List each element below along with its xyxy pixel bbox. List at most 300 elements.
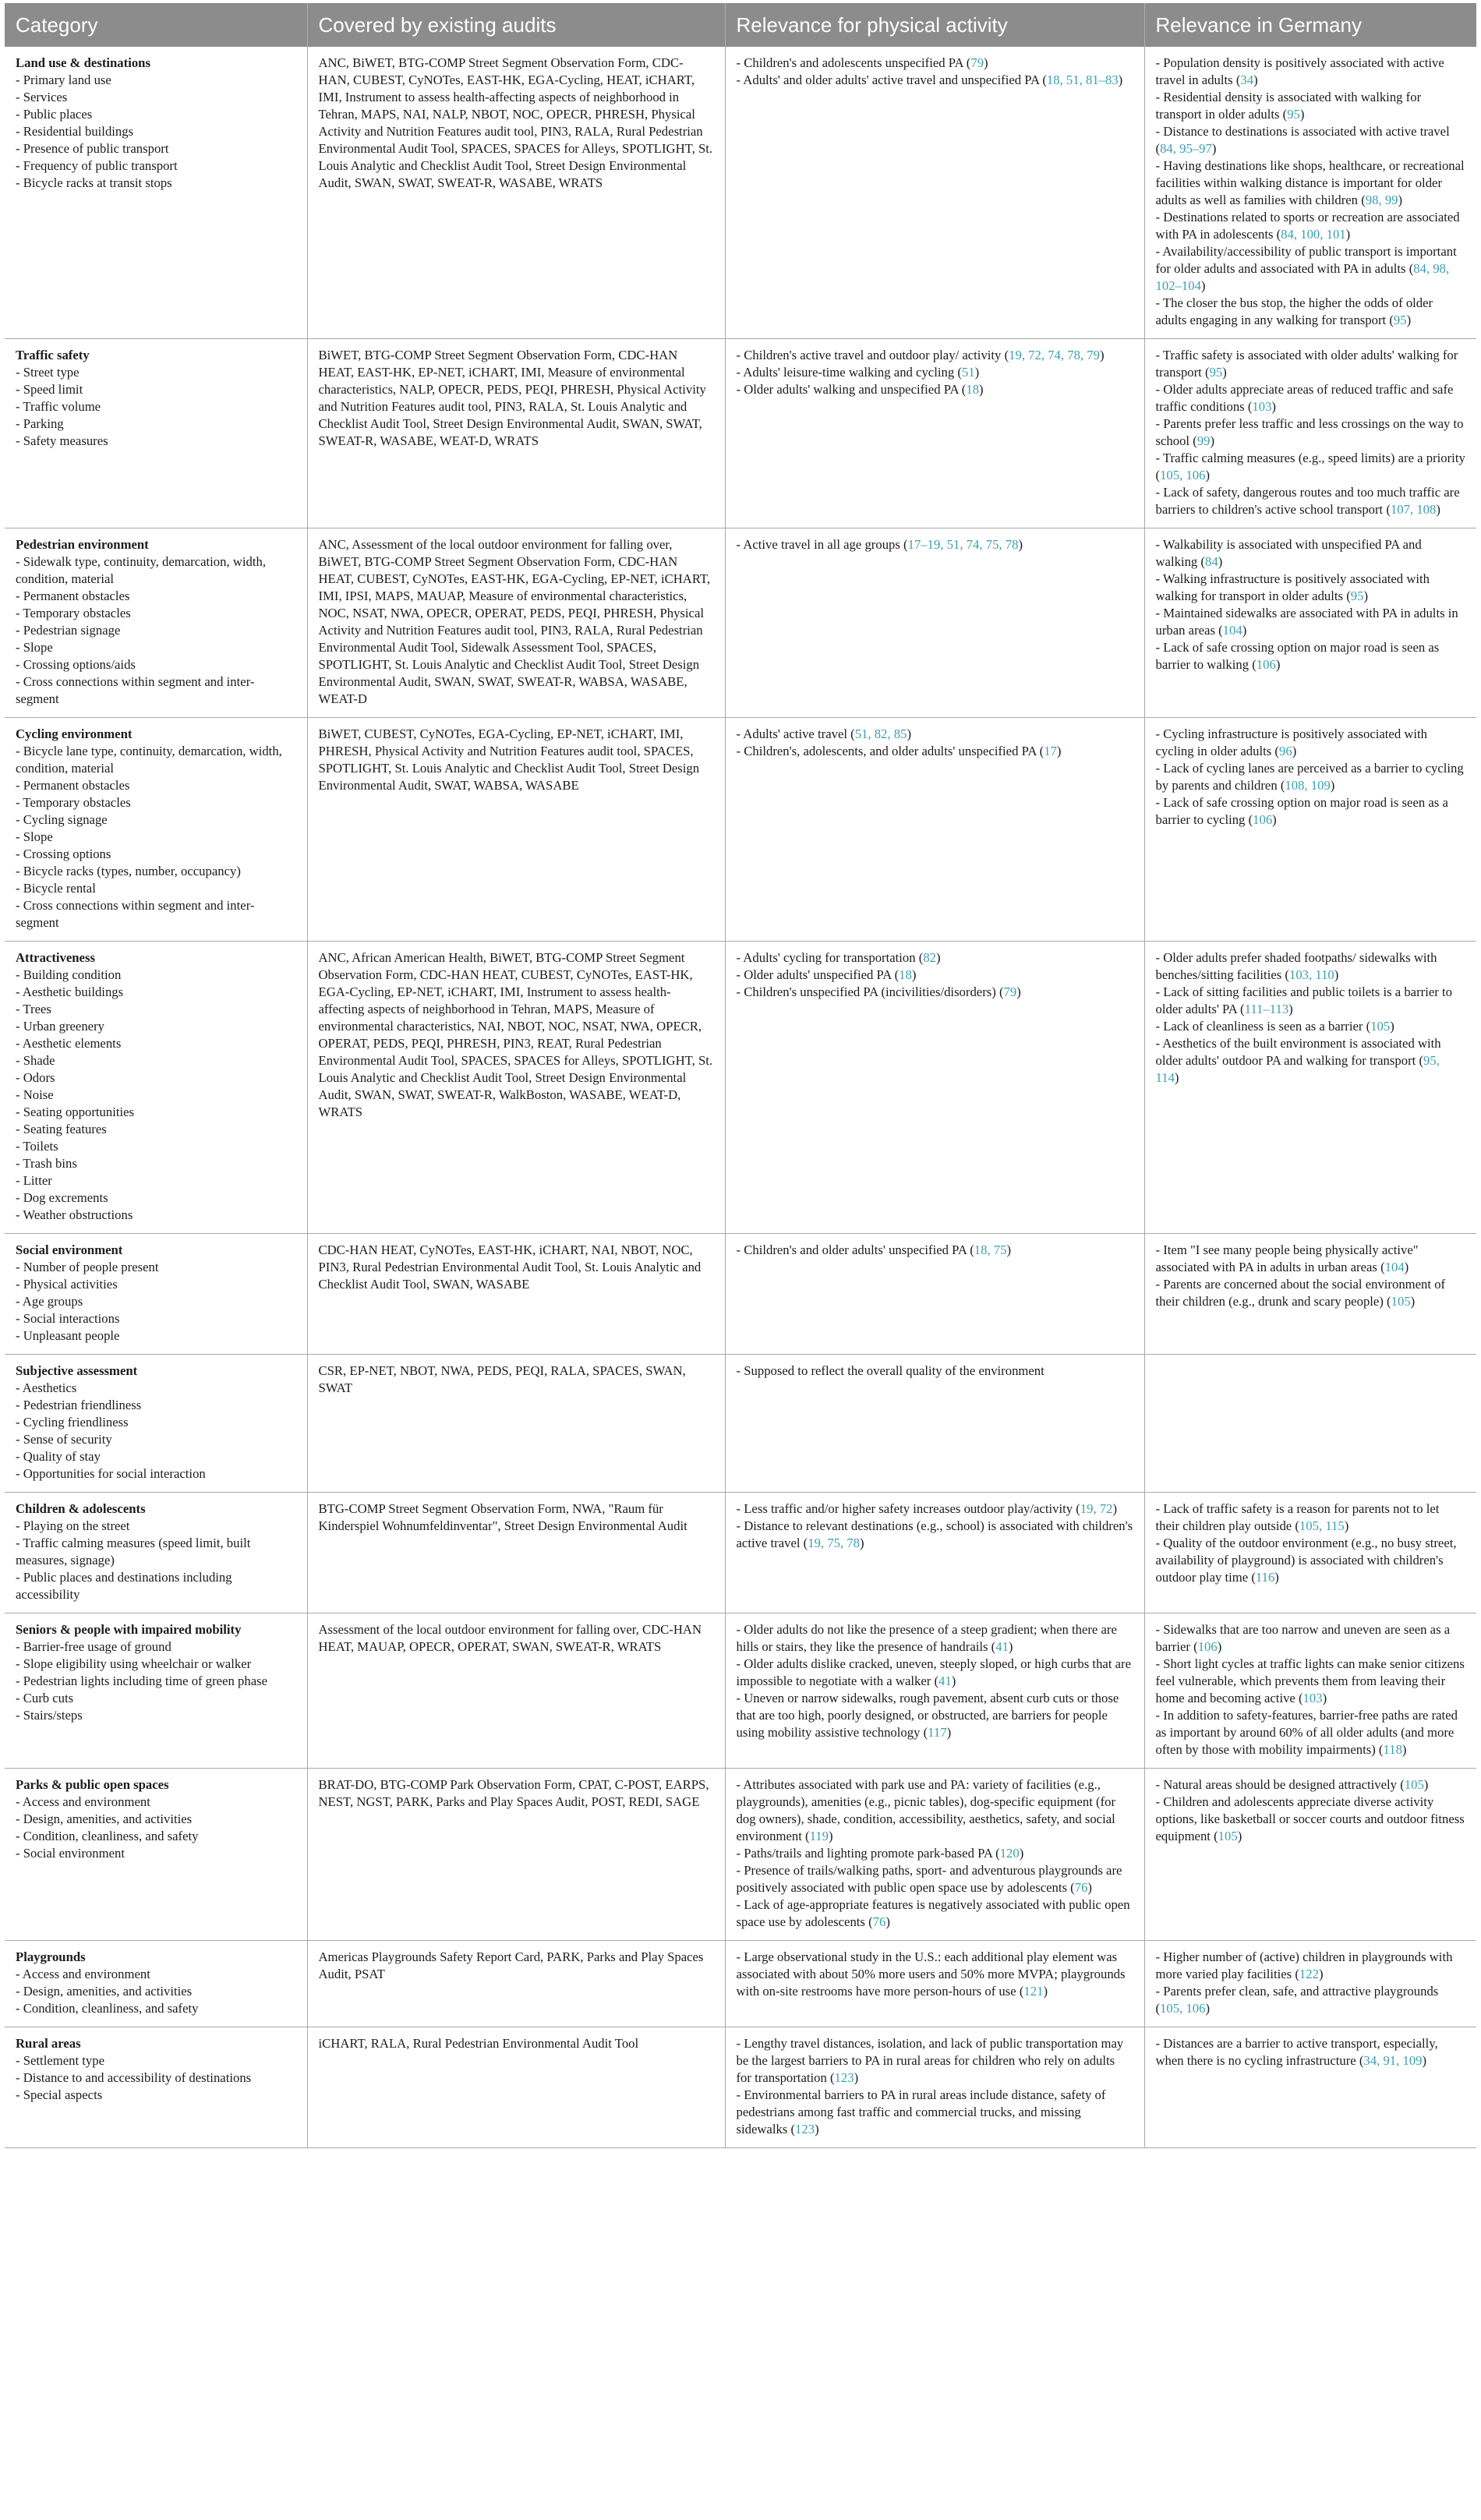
reference-link[interactable]: 51, 82, 85 <box>854 726 907 741</box>
de-item <box>1156 157 1466 209</box>
de-text: - Aesthetics of the built environment is associated with older adults' outdoor PA and walking for transport ( <box>1155 1036 1441 1068</box>
de-text-end: ) <box>1288 1002 1293 1016</box>
pa-text-end: ) <box>829 1829 833 1843</box>
relevance-pa-cell <box>725 47 1144 339</box>
pa-text: - Children's active travel and outdoor play/ activity ( <box>736 348 1009 362</box>
reference-link[interactable]: 103 <box>1303 1691 1323 1705</box>
de-text: - Parents prefer less traffic and less crossings on the way to school ( <box>1155 416 1464 448</box>
category-title: Social environment <box>16 1242 123 1257</box>
reference-link[interactable]: 105 <box>1370 1019 1391 1034</box>
de-text: - Lack of safe crossing option on major road is seen as a barrier to cycling ( <box>1155 795 1448 827</box>
de-item <box>1156 1535 1466 1586</box>
category-item: - Cross connections within segment and inter-segment <box>16 898 255 930</box>
relevance-germany-cell <box>1144 1941 1476 2027</box>
category-item: - Opportunities for social interaction <box>16 1466 206 1481</box>
reference-link[interactable]: 99 <box>1196 433 1211 448</box>
de-item <box>1156 639 1466 673</box>
category-item: - Crossing options <box>16 846 111 861</box>
category-item: - Trash bins <box>16 1156 77 1171</box>
de-text: - Natural areas should be designed attractively ( <box>1155 1777 1405 1792</box>
reference-link[interactable]: 104 <box>1222 623 1242 638</box>
de-text: - Children and adolescents appreciate diverse activity options, like basketball or soccer courts and outdoor fitness equipment ( <box>1155 1794 1465 1843</box>
category-item: - Temporary obstacles <box>16 606 131 620</box>
category-item: - Pedestrian friendliness <box>16 1398 142 1412</box>
reference-link[interactable]: 123 <box>834 2070 854 2085</box>
pa-text: - Older adults do not like the presence of a steep gradient; when there are hills or stairs, they like the presence of handrails ( <box>736 1622 1117 1654</box>
category-item: - Sidewalk type, continuity, demarcation, width, condition, material <box>16 554 267 586</box>
pa-item <box>737 1621 1133 1656</box>
de-item <box>1156 794 1466 829</box>
category-item: - Design, amenities, and activities <box>16 1984 193 1999</box>
reference-link[interactable]: 105, 106 <box>1160 2001 1206 2016</box>
pa-text: - Supposed to reflect the overall quality of the environment <box>736 1363 1044 1378</box>
de-text: - The closer the bus stop, the higher the odds of older adults engaging in any walking for transport ( <box>1155 295 1433 327</box>
relevance-pa-cell <box>725 1493 1144 1613</box>
category-item: - Pedestrian lights including time of green phase <box>16 1674 268 1688</box>
pa-item <box>737 1500 1133 1518</box>
reference-link[interactable]: 84, 98, 102–104 <box>1155 261 1450 293</box>
pa-text: - Older adults' walking and unspecified PA ( <box>736 382 967 397</box>
reference-link[interactable]: 19, 75, 78 <box>808 1536 860 1550</box>
de-text-end: ) <box>1237 1829 1242 1843</box>
de-text-end: ) <box>1275 657 1281 672</box>
de-item <box>1156 484 1466 518</box>
category-item: - Unpleasant people <box>16 1328 120 1343</box>
reference-link[interactable]: 41 <box>995 1639 1009 1654</box>
table-row <box>5 1941 1476 2027</box>
audits-cell: iCHART, RALA, Rural Pedestrian Environmental Audit Tool <box>307 2027 725 2148</box>
pa-item <box>737 536 1133 553</box>
category-cell <box>5 1493 307 1613</box>
category-item: - Stairs/steps <box>16 1708 83 1723</box>
de-text: - Quality of the outdoor environment (e.g., no busy street, availability of playground) is associated with children's outdoor play time ( <box>1155 1536 1457 1585</box>
category-item: - Access and environment <box>16 1794 150 1809</box>
reference-link[interactable]: 51 <box>961 365 975 380</box>
de-item <box>1156 243 1466 295</box>
relevance-pa-cell <box>725 528 1144 718</box>
reference-link[interactable]: 105, 115 <box>1299 1518 1345 1533</box>
reference-link[interactable]: 123 <box>795 2122 815 2137</box>
de-text: - Cycling infrastructure is positively associated with cycling in older adults ( <box>1155 726 1428 758</box>
de-text-end: ) <box>1211 141 1217 156</box>
category-item: - Trees <box>16 1002 51 1016</box>
category-item: - Design, amenities, and activities <box>16 1811 193 1826</box>
relevance-pa-cell <box>725 1613 1144 1769</box>
pa-text-end: ) <box>1099 348 1105 362</box>
de-item <box>1156 123 1466 157</box>
reference-link[interactable]: 18 <box>966 382 980 397</box>
pa-item <box>737 1690 1133 1741</box>
reference-link[interactable]: 95 <box>1350 588 1364 603</box>
reference-link[interactable]: 95 <box>1209 365 1223 380</box>
de-text-end: ) <box>1422 2053 1427 2068</box>
category-cell <box>5 2027 307 2148</box>
pa-item <box>737 1949 1133 2000</box>
reference-link[interactable]: 76 <box>1074 1880 1088 1895</box>
pa-item <box>737 967 1133 984</box>
table-row <box>5 2027 1476 2148</box>
table-row <box>5 718 1476 942</box>
de-text: - Destinations related to sports or recreation are associated with PA in adolescents ( <box>1155 210 1460 242</box>
category-item: - Cross connections within segment and inter-segment <box>16 674 255 706</box>
relevance-germany-cell <box>1144 942 1476 1234</box>
de-text: - Lack of sitting facilities and public toilets is a barrier to older adults' PA ( <box>1155 984 1452 1016</box>
category-item: - Noise <box>16 1087 54 1102</box>
de-text: - Sidewalks that are too narrow and uneven are seen as a barrier ( <box>1155 1622 1451 1654</box>
pa-text-end: ) <box>1006 1242 1012 1257</box>
category-item: - Safety measures <box>16 433 108 448</box>
category-item: - Pedestrian signage <box>16 623 121 638</box>
pa-item <box>737 1362 1133 1380</box>
reference-link[interactable]: 105, 106 <box>1160 468 1206 482</box>
pa-text-end: ) <box>979 382 984 397</box>
relevance-germany-cell <box>1144 718 1476 942</box>
pa-item <box>737 949 1133 967</box>
reference-link[interactable]: 41 <box>938 1674 952 1688</box>
reference-link[interactable]: 18, 51, 81–83 <box>1046 72 1119 87</box>
pa-text-end: ) <box>1043 1984 1048 1999</box>
de-text: - Item "I see many people being physically active" associated with PA in adults in urban areas ( <box>1155 1242 1419 1274</box>
category-item: - Building condition <box>16 967 122 982</box>
category-item: - Weather obstructions <box>16 1207 133 1222</box>
table-row <box>5 47 1476 339</box>
de-text: - Residential density is associated with walking for transport in older adults ( <box>1155 90 1422 122</box>
reference-link[interactable]: 103 <box>1252 399 1272 414</box>
pa-text: - Children's and older adults' unspecified PA ( <box>736 1242 974 1257</box>
de-text: - Older adults appreciate areas of reduced traffic and safe traffic conditions ( <box>1155 382 1454 414</box>
de-text: - Lack of safety, dangerous routes and too much traffic are barriers to children's active school transport ( <box>1155 485 1460 517</box>
relevance-germany-cell <box>1144 2027 1476 2148</box>
pa-text: - Attributes associated with park use and PA: variety of facilities (e.g., playgrounds), amenities (e.g., picnic tables), dog-specific equipment (for dog owners), shade, condition, accessibility, aesthetics, safety, and social environment ( <box>736 1777 1116 1843</box>
de-item <box>1156 1035 1466 1087</box>
table-row <box>5 1493 1476 1613</box>
reference-link[interactable]: 84, 100, 101 <box>1281 227 1346 242</box>
category-title: Parks & public open spaces <box>16 1777 169 1792</box>
de-item <box>1156 1983 1466 2017</box>
de-text-end: ) <box>1334 967 1339 982</box>
pa-text: - Older adults dislike cracked, uneven, steeply sloped, or high curbs that are impossible to negotiate with a walker ( <box>736 1656 1131 1688</box>
table-body <box>5 47 1476 2148</box>
de-item <box>1156 949 1466 984</box>
category-item: - Number of people present <box>16 1260 159 1274</box>
pa-text: - Children's, adolescents, and older adults' unspecified PA ( <box>736 744 1044 758</box>
pa-text-end: ) <box>885 1914 890 1929</box>
audits-cell: CDC-HAN HEAT, CyNOTes, EAST-HK, iCHART, NAI, NBOT, NOC, PIN3, Rural Pedestrian Environmental Audit Tool, St. Louis Analytic and Checklist Audit Tool, SWAN, WASABE <box>307 1234 725 1355</box>
category-item: - Settlement type <box>16 2053 105 2068</box>
relevance-germany-cell <box>1144 339 1476 528</box>
reference-link[interactable]: 18 <box>899 967 912 982</box>
reference-link[interactable]: 34 <box>1240 72 1254 87</box>
pa-item <box>737 726 1133 743</box>
category-item: - Cycling friendliness <box>16 1415 129 1430</box>
category-item: - Condition, cleanliness, and safety <box>16 1829 199 1843</box>
de-text-end: ) <box>1218 554 1223 569</box>
de-item <box>1156 1794 1466 1845</box>
category-item: - Aesthetics <box>16 1380 77 1395</box>
category-item: - Services <box>16 90 68 104</box>
pa-text-end: ) <box>859 1536 864 1550</box>
category-cell <box>5 1613 307 1769</box>
category-cell <box>5 718 307 942</box>
table-row <box>5 1769 1476 1941</box>
de-text: - Walkability is associated with unspecified PA and walking ( <box>1155 537 1422 569</box>
reference-link[interactable]: 117 <box>928 1725 947 1740</box>
reference-link[interactable]: 105 <box>1391 1294 1411 1309</box>
de-item <box>1156 55 1466 89</box>
de-item <box>1156 1500 1466 1535</box>
de-item <box>1156 295 1466 329</box>
pa-text-end: ) <box>984 55 988 70</box>
category-item: - Traffic calming measures (speed limit, built measures, signage) <box>16 1536 251 1567</box>
reference-link[interactable]: 107, 108 <box>1390 502 1437 517</box>
pa-item <box>737 2087 1133 2138</box>
audits-cell: Assessment of the local outdoor environment for falling over, CDC-HAN HEAT, MAUAP, OPECR, OPERAT, SWAN, SWEAT-R, WRATS <box>307 1613 725 1769</box>
reference-link[interactable]: 106 <box>1253 812 1273 827</box>
reference-link[interactable]: 19, 72, 74, 78, 79 <box>1009 348 1100 362</box>
category-item: - Street type <box>16 365 80 380</box>
de-item <box>1156 381 1466 415</box>
category-item: - Permanent obstacles <box>16 778 130 793</box>
reference-link[interactable]: 18, 75 <box>974 1242 1007 1257</box>
de-item <box>1156 1621 1466 1656</box>
de-item <box>1156 89 1466 123</box>
de-text: - Walking infrastructure is positively associated with walking for transport in older adults ( <box>1155 571 1430 603</box>
category-item: - Bicycle lane type, continuity, demarcation, width, condition, material <box>16 744 282 776</box>
de-item <box>1156 984 1466 1018</box>
reference-link[interactable]: 95 <box>1287 107 1300 122</box>
table-row <box>5 1355 1476 1493</box>
reference-link[interactable]: 76 <box>872 1914 886 1929</box>
category-item: - Speed limit <box>16 382 83 397</box>
relevance-pa-cell <box>725 1769 1144 1941</box>
de-text: - Parents are concerned about the social environment of their children (e.g., drunk and scary people) ( <box>1155 1277 1446 1309</box>
reference-link[interactable]: 95 <box>1393 313 1407 327</box>
pa-text-end: ) <box>854 2070 859 2085</box>
audits-cell: BRAT-DO, BTG-COMP Park Observation Form, CPAT, C-POST, EARPS, NEST, NGST, PARK, Parks and Play Spaces Audit, POST, REDI, SAGE <box>307 1769 725 1941</box>
header-relevance-germany: Relevance in Germany <box>1144 3 1476 47</box>
table-row <box>5 942 1476 1234</box>
category-item: - Distance to and accessibility of destinations <box>16 2070 252 2085</box>
de-text-end: ) <box>1423 1777 1429 1792</box>
pa-text: - Presence of trails/walking paths, sport- and adventurous playgrounds are positively associated with public open space use by adolescents ( <box>736 1863 1122 1895</box>
category-cell <box>5 1769 307 1941</box>
reference-link[interactable]: 96 <box>1279 744 1292 758</box>
de-text-end: ) <box>1210 433 1215 448</box>
pa-text: - Adults' active travel ( <box>736 726 855 741</box>
reference-link[interactable]: 104 <box>1384 1260 1405 1274</box>
reference-link[interactable]: 103, 110 <box>1288 967 1334 982</box>
reference-link[interactable]: 17 <box>1044 744 1057 758</box>
category-item: - Access and environment <box>16 1967 150 1981</box>
category-item: - Dog excrements <box>16 1190 108 1205</box>
category-item: - Traffic volume <box>16 399 101 414</box>
de-text-end: ) <box>1390 1019 1394 1034</box>
pa-item <box>737 381 1133 398</box>
pa-item <box>737 364 1133 381</box>
reference-link[interactable]: 79 <box>1003 984 1017 999</box>
pa-text-end: ) <box>1056 744 1062 758</box>
table-row <box>5 1234 1476 1355</box>
de-text-end: ) <box>1274 1570 1279 1585</box>
category-item: - Crossing options/aids <box>16 657 136 672</box>
de-text: - Traffic safety is associated with older adults' walking for transport ( <box>1155 348 1458 380</box>
reference-link[interactable]: 105 <box>1218 1829 1238 1843</box>
category-item: - Public places <box>16 107 93 122</box>
pa-text-end: ) <box>1016 984 1021 999</box>
relevance-pa-cell <box>725 339 1144 528</box>
relevance-germany-cell <box>1144 1493 1476 1613</box>
category-item: - Temporary obstacles <box>16 795 131 810</box>
reference-link[interactable]: 111–113 <box>1244 1002 1289 1016</box>
reference-link[interactable]: 98, 99 <box>1365 193 1398 207</box>
category-item: - Condition, cleanliness, and safety <box>16 2001 199 2016</box>
de-text-end: ) <box>1271 399 1276 414</box>
category-item: - Permanent obstacles <box>16 588 130 603</box>
category-item: - Playing on the street <box>16 1518 130 1533</box>
reference-link[interactable]: 105 <box>1404 1777 1424 1792</box>
pa-item <box>737 347 1133 364</box>
reference-link[interactable]: 82 <box>923 950 937 965</box>
pa-item <box>737 1845 1133 1862</box>
category-item: - Public places and destinations including accessibility <box>16 1570 232 1602</box>
category-cell <box>5 528 307 718</box>
relevance-germany-cell <box>1144 528 1476 718</box>
category-item: - Residential buildings <box>16 124 134 139</box>
reference-link[interactable]: 34, 91, 109 <box>1363 2053 1423 2068</box>
pa-text: - Adults' leisure-time walking and cycling ( <box>736 365 962 380</box>
de-item <box>1156 1242 1466 1276</box>
de-item <box>1156 1949 1466 1983</box>
category-item: - Quality of stay <box>16 1449 101 1464</box>
reference-link[interactable]: 121 <box>1023 1984 1044 1999</box>
header-relevance-pa: Relevance for physical activity <box>725 3 1144 47</box>
category-item: - Parking <box>16 416 64 431</box>
category-item: - Urban greenery <box>16 1019 104 1034</box>
de-text-end: ) <box>1401 1742 1407 1757</box>
de-item <box>1156 450 1466 484</box>
category-item: - Frequency of public transport <box>16 158 178 173</box>
pa-item <box>737 984 1133 1001</box>
reference-link[interactable]: 19, 72 <box>1080 1501 1113 1516</box>
de-text-end: ) <box>1242 623 1247 638</box>
relevance-germany-cell <box>1144 1355 1476 1493</box>
de-text: - Lack of cycling lanes are perceived as a barrier to cycling by parents and children ( <box>1155 761 1464 793</box>
category-item: - Litter <box>16 1173 52 1188</box>
pa-item <box>737 1242 1133 1259</box>
reference-link[interactable]: 119 <box>809 1829 829 1843</box>
audits-cell: BiWET, CUBEST, CyNOTes, EGA-Cycling, EP-NET, iCHART, IMI, PHRESH, Physical Activity and Nutrition Features audit tool, SPACES, SPOTLIGHT, St. Louis Analytic and Checklist Audit Tool, Street Design Environmental Audit, SWAT, WABSA, WASABE <box>307 718 725 942</box>
de-item <box>1156 415 1466 450</box>
pa-text-end: ) <box>946 1725 952 1740</box>
de-item <box>1156 605 1466 639</box>
relevance-germany-cell <box>1144 47 1476 339</box>
de-item <box>1156 347 1466 381</box>
table-row <box>5 528 1476 718</box>
de-text-end: ) <box>1322 1691 1327 1705</box>
reference-link[interactable]: 17–19, 51, 74, 75, 78 <box>907 537 1019 552</box>
pa-text-end: ) <box>1018 537 1023 552</box>
pa-text: - Children's unspecified PA (incivilities/disorders) ( <box>736 984 1004 999</box>
pa-text: - Less traffic and/or higher safety increases outdoor play/activity ( <box>736 1501 1080 1516</box>
pa-text: - Large observational study in the U.S.: each additional play element was associated with about 50% more users and 50% more MVPA; playgrounds with on-site restrooms have more person-hours of use ( <box>736 1949 1126 1999</box>
category-title: Seniors & people with impaired mobility <box>16 1622 242 1637</box>
category-item: - Aesthetic elements <box>16 1036 122 1051</box>
category-item: - Bicycle rental <box>16 881 96 896</box>
de-text: - Lack of cleanliness is seen as a barrier ( <box>1155 1019 1371 1034</box>
de-text: - Older adults prefer shaded footpaths/ sidewalks with benches/sitting facilities ( <box>1155 950 1437 982</box>
pa-text-end: ) <box>907 726 912 741</box>
de-text: - Lack of safe crossing option on major road is seen as barrier to walking ( <box>1155 640 1440 672</box>
de-text: - Higher number of (active) children in playgrounds with more varied play facilities ( <box>1155 1949 1453 1981</box>
de-text-end: ) <box>1404 1260 1409 1274</box>
de-text: - Distance to destinations is associated with active travel ( <box>1155 124 1450 156</box>
pa-item <box>737 1518 1133 1552</box>
category-cell <box>5 942 307 1234</box>
category-title: Playgrounds <box>16 1949 86 1964</box>
category-item: - Slope <box>16 640 53 655</box>
table-header-row <box>5 3 1476 47</box>
category-item: - Curb cuts <box>16 1691 74 1705</box>
de-item <box>1156 1776 1466 1794</box>
reference-link[interactable]: 116 <box>1255 1570 1275 1585</box>
table-row <box>5 339 1476 528</box>
category-item: - Shade <box>16 1053 55 1068</box>
category-cell <box>5 47 307 339</box>
reference-link[interactable]: 84, 95–97 <box>1160 141 1212 156</box>
de-text-end: ) <box>1330 778 1335 793</box>
reference-link[interactable]: 118 <box>1383 1742 1402 1757</box>
reference-link[interactable]: 120 <box>999 1846 1020 1861</box>
category-item: - Slope <box>16 829 53 844</box>
reference-link[interactable]: 106 <box>1256 657 1276 672</box>
reference-link[interactable]: 108, 109 <box>1285 778 1331 793</box>
de-text: - Maintained sidewalks are associated with PA in adults in urban areas ( <box>1155 606 1458 638</box>
pa-text-end: ) <box>1087 1880 1092 1895</box>
category-item: - Slope eligibility using wheelchair or walker <box>16 1656 252 1671</box>
category-title: Cycling environment <box>16 726 133 741</box>
reference-link[interactable]: 84 <box>1205 554 1218 569</box>
de-text-end: ) <box>1253 72 1258 87</box>
reference-link[interactable]: 79 <box>970 55 984 70</box>
audits-cell: ANC, BiWET, BTG-COMP Street Segment Observation Form, CDC-HAN, CUBEST, CyNOTes, EAST-HK, EGA-Cycling, HEAT, iCHART, IMI, Instrument to assess health-affecting aspects of neighborhood in Tehran, MAPS, NAI, NALP, NBOT, NOC, OPECR, PHRESH, Physical Activity and Nutrition Features audit tool, PIN3, RALA, Rural Pedestrian Environmental Audit Tool, SPACES, SPACES for Alleys, SPOTLIGHT, St. Louis Analytic and Checklist Audit Tool, Street Design Environmental Audit, SWAN, SWAT, SWEAT-R, WASABE, WRATS <box>307 47 725 339</box>
pa-text: - Uneven or narrow sidewalks, rough pavement, absent curb cuts or those that are too high, poorly designed, or obstructed, are barriers for people using mobility assistive technology ( <box>736 1691 1119 1740</box>
relevance-germany-cell <box>1144 1769 1476 1941</box>
pa-item <box>737 2035 1133 2087</box>
reference-link[interactable]: 95, 114 <box>1155 1053 1440 1085</box>
de-item <box>1156 571 1466 605</box>
reference-link[interactable]: 106 <box>1197 1639 1218 1654</box>
de-text-end: ) <box>1410 1294 1416 1309</box>
de-text-end: ) <box>1318 1967 1324 1981</box>
de-text-end: ) <box>1398 193 1403 207</box>
de-text-end: ) <box>1299 107 1305 122</box>
category-title: Subjective assessment <box>16 1363 138 1378</box>
category-title: Land use & destinations <box>16 55 150 70</box>
de-text-end: ) <box>1205 2001 1211 2016</box>
pa-text-end: ) <box>815 2122 819 2137</box>
de-text: - Parents prefer clean, safe, and attractive playgrounds ( <box>1155 1984 1439 2016</box>
category-item: - Barrier-free usage of ground <box>16 1639 171 1654</box>
pa-item <box>737 72 1133 89</box>
category-item: - Presence of public transport <box>16 141 169 156</box>
pa-text: - Adults' and older adults' active travel and unspecified PA ( <box>736 72 1047 87</box>
table-row <box>5 1613 1476 1769</box>
pa-text-end: ) <box>951 1674 956 1688</box>
de-text-end: ) <box>1436 502 1440 517</box>
category-item: - Sense of security <box>16 1432 112 1447</box>
reference-link[interactable]: 122 <box>1299 1967 1319 1981</box>
pa-text-end: ) <box>1019 1846 1024 1861</box>
